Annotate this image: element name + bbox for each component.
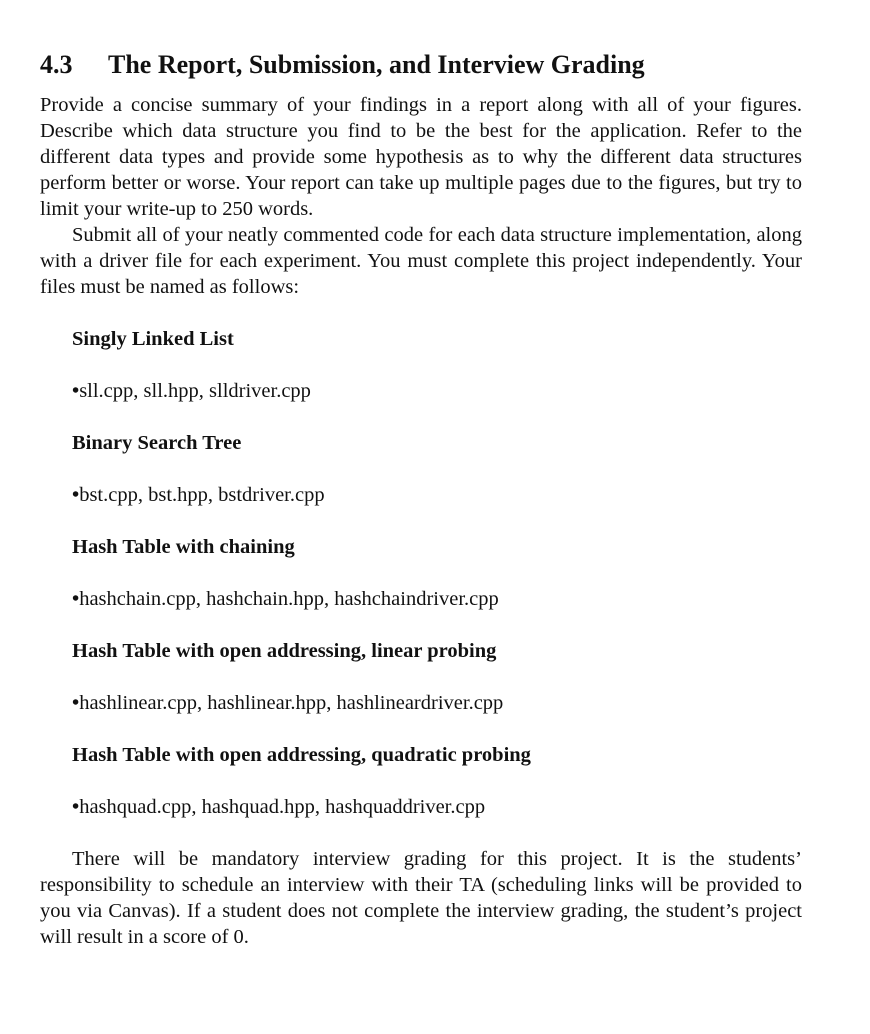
file-names: hashquad.cpp, hashquad.hpp, hashquaddriver.cpp [79,796,486,818]
structure-title: Hash Table with open addressing, linear probing [72,640,497,662]
structure-title: Binary Search Tree [72,432,242,454]
structure-block-hashchain [72,534,802,612]
bullet-icon: • [72,588,80,610]
document-page [40,48,802,950]
submission-paragraph: Submit all of your neatly commented code for each data structure implementation, along with a driver file for each experiment. You must complete this project independently. Your files must be named as follows: [40,224,802,298]
file-list [40,326,802,820]
bullet-icon: • [72,692,80,714]
bullet-icon: • [72,796,80,818]
bullet-icon: • [72,380,80,402]
structure-files [72,482,802,508]
file-names: hashlinear.cpp, hashlinear.hpp, hashlineardriver.cpp [79,692,504,714]
structure-block-sll [72,326,802,404]
interview-paragraph: There will be mandatory interview grading for this project. It is the students’ responsibility to schedule an interview with their TA (scheduling links will be provided to you via Canvas). If a student does not complete the interview grading, the student’s project will result in a score of 0. [40,848,802,948]
structure-title: Singly Linked List [72,328,234,350]
file-names: bst.cpp, bst.hpp, bstdriver.cpp [79,484,325,506]
structure-block-bst [72,430,802,508]
structure-files [72,586,802,612]
section-heading [40,48,802,82]
structure-title: Hash Table with open addressing, quadratic probing [72,744,531,766]
structure-files [72,794,802,820]
structure-block-hashlinear [72,638,802,716]
section-number: 4.3 [40,50,73,79]
structure-block-hashquad [72,742,802,820]
file-names: sll.cpp, sll.hpp, slldriver.cpp [79,380,311,402]
bullet-icon: • [72,484,80,506]
structure-title: Hash Table with chaining [72,536,295,558]
section-title: The Report, Submission, and Interview Grading [108,50,645,79]
report-paragraph: Provide a concise summary of your findings in a report along with all of your figures. Describe which data structure you find to be the best for the application. Refer to the different data types and provide some hypothesis as to why the different data structures perform better or worse. Your report can take up multiple pages due to the figures, but try to limit your write-up to 250 words. [40,94,802,220]
structure-files [72,378,802,404]
file-names: hashchain.cpp, hashchain.hpp, hashchaindriver.cpp [79,588,499,610]
structure-files [72,690,802,716]
